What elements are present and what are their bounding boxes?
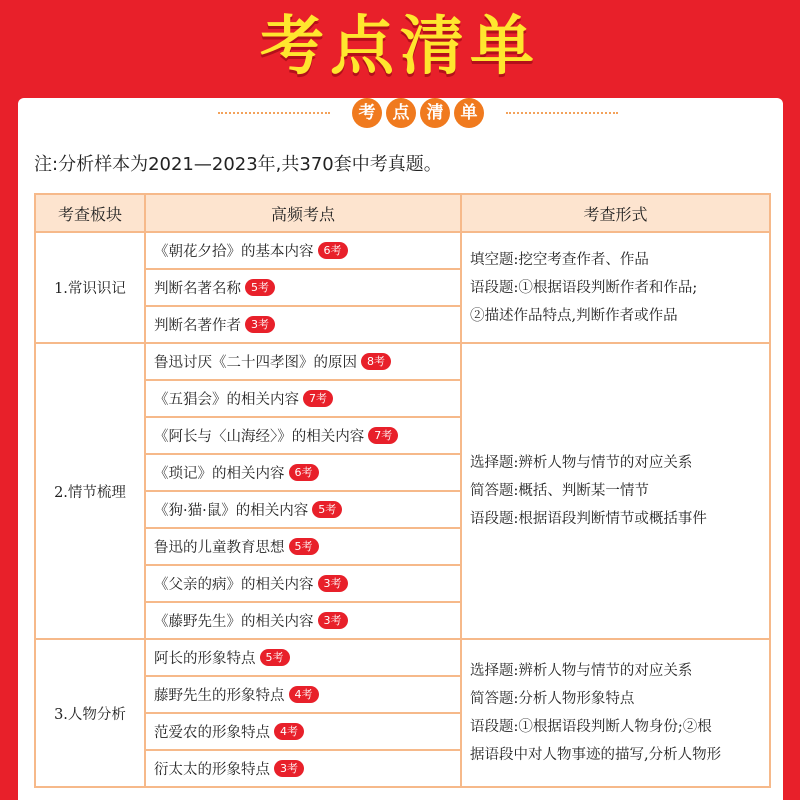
exam-point: [145, 750, 461, 787]
exam-points-table: [34, 193, 771, 788]
exam-point: [145, 528, 461, 565]
exam-point: [145, 602, 461, 639]
exam-point-text: 判断名著名称: [154, 281, 241, 297]
table-row: [35, 343, 770, 380]
badge-char: 单: [454, 98, 484, 128]
content-card: [18, 98, 783, 800]
frequency-badge: 5考: [260, 649, 290, 666]
banner-title: 考点清单: [260, 10, 540, 84]
frequency-badge: 3考: [274, 760, 304, 777]
frequency-badge: 6考: [289, 464, 319, 481]
exam-point-text: 衍太太的形象特点: [154, 762, 270, 778]
badge-divider-right: [506, 112, 618, 114]
table-row: [35, 639, 770, 676]
section-name: 1.常识识记: [35, 232, 145, 343]
frequency-badge: 5考: [289, 538, 319, 555]
exam-point-text: 阿长的形象特点: [154, 651, 256, 667]
exam-point-text: 《琐记》的相关内容: [154, 466, 285, 482]
exam-form-line: 选择题:辨析人物与情节的对应关系: [470, 663, 693, 679]
frequency-badge: 4考: [274, 723, 304, 740]
exam-point-text: 藤野先生的形象特点: [154, 688, 285, 704]
exam-point: [145, 269, 461, 306]
header-points: 高频考点: [145, 194, 461, 232]
exam-point: [145, 380, 461, 417]
exam-form-line: 简答题:概括、判断某一情节: [470, 483, 649, 499]
frequency-badge: 6考: [318, 242, 348, 259]
exam-form-line: 语段题:①根据语段判断作者和作品;: [470, 279, 698, 296]
section-name: 2.情节梳理: [35, 343, 145, 639]
exam-point: [145, 306, 461, 343]
exam-point-text: 《五猖会》的相关内容: [154, 392, 299, 408]
exam-point: [145, 491, 461, 528]
exam-point-text: 《藤野先生》的相关内容: [154, 614, 314, 630]
frequency-badge: 3考: [245, 316, 275, 333]
exam-form-line: 据语段中对人物事迹的描写,分析人物形: [470, 747, 722, 763]
section-badge: [336, 98, 500, 128]
badge-divider-left: [218, 112, 330, 114]
frequency-badge: 8考: [361, 353, 391, 370]
section-badge-row: [218, 98, 618, 128]
frequency-badge: 3考: [318, 612, 348, 629]
badge-char: 清: [420, 98, 450, 128]
exam-point-text: 鲁迅的儿童教育思想: [154, 540, 285, 556]
badge-char: 点: [386, 98, 416, 128]
exam-forms: [461, 639, 770, 787]
frequency-badge: 7考: [368, 427, 398, 444]
frequency-badge: 5考: [245, 279, 275, 296]
exam-point-text: 范爱农的形象特点: [154, 725, 270, 741]
sample-note: 注:分析样本为2021—2023年,共370套中考真题。: [34, 154, 442, 175]
header-forms: 考查形式: [461, 194, 770, 232]
header-section: 考查板块: [35, 194, 145, 232]
frequency-badge: 4考: [289, 686, 319, 703]
exam-point-text: 《阿长与〈山海经〉》的相关内容: [154, 429, 365, 445]
exam-form-line: 语段题:①根据语段判断人物身份;②根: [470, 719, 712, 735]
exam-point: [145, 232, 461, 269]
exam-point-text: 《父亲的病》的相关内容: [154, 577, 314, 593]
exam-point: [145, 343, 461, 380]
exam-point-text: 判断名著作者: [154, 318, 241, 334]
exam-form-line: 选择题:辨析人物与情节的对应关系: [470, 455, 693, 471]
frequency-badge: 7考: [303, 390, 333, 407]
frequency-badge: 3考: [318, 575, 348, 592]
exam-point: [145, 713, 461, 750]
exam-point-text: 《狗·猫·鼠》的相关内容: [154, 503, 309, 519]
badge-char: 考: [352, 98, 382, 128]
exam-form-line: 简答题:分析人物形象特点: [470, 691, 635, 707]
exam-point: [145, 417, 461, 454]
exam-form-line: 填空题:挖空考查作者、作品: [470, 251, 649, 268]
exam-forms: [461, 232, 770, 343]
exam-forms: [461, 343, 770, 639]
exam-point-text: 《朝花夕拾》的基本内容: [154, 244, 314, 260]
table-row: [35, 232, 770, 269]
exam-point: [145, 565, 461, 602]
exam-point: [145, 639, 461, 676]
section-name: 3.人物分析: [35, 639, 145, 787]
table-header-row: [35, 194, 770, 232]
exam-point: [145, 454, 461, 491]
exam-form-line: ②描述作品特点,判断作者或作品: [470, 307, 678, 324]
exam-point-text: 鲁迅讨厌《二十四孝图》的原因: [154, 355, 357, 371]
exam-point: [145, 676, 461, 713]
frequency-badge: 5考: [312, 501, 342, 518]
exam-form-line: 语段题:根据语段判断情节或概括事件: [470, 511, 707, 527]
table-body: [35, 232, 770, 787]
